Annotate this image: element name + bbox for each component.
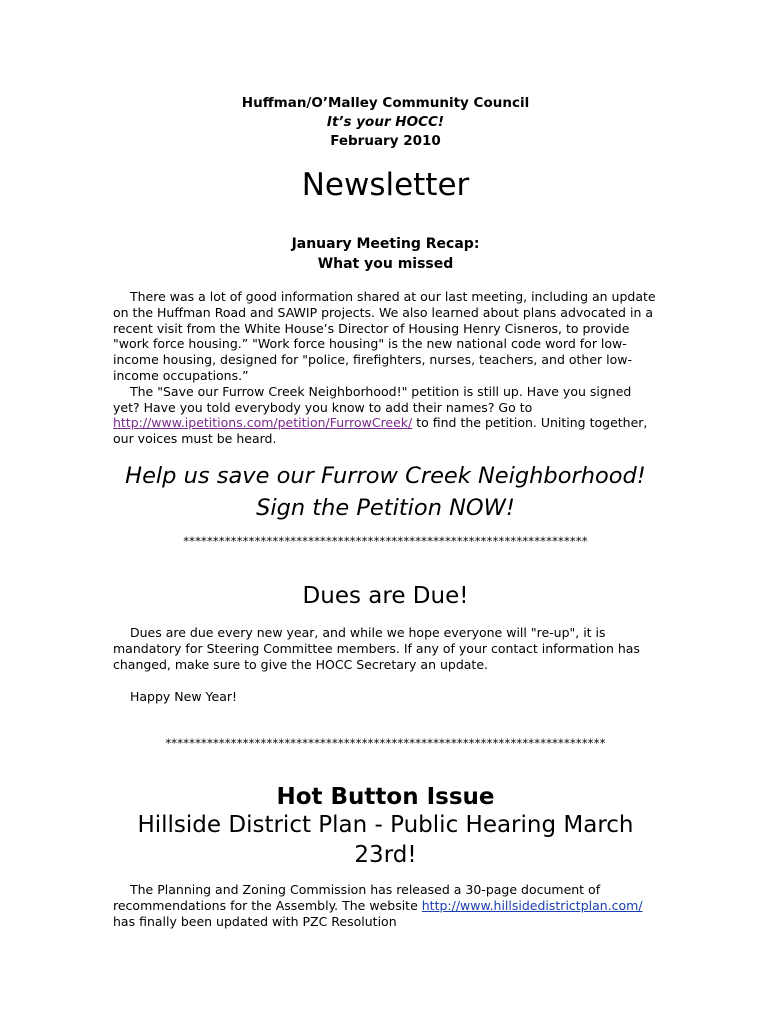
issue-date: February 2010 [330, 133, 441, 149]
hillside-paragraph-tail: has finally been updated with PZC Resolution [113, 913, 397, 929]
org-name: Huffman/O’Malley Community Council [241, 95, 530, 111]
recap-heading-line2: What you missed [317, 256, 454, 272]
hillside-body [113, 882, 658, 929]
recap-paragraph-2 [113, 384, 658, 447]
hillside-paragraph [113, 882, 658, 929]
hot-button-title: Hot Button Issue [276, 784, 495, 810]
recap-paragraph-2-text: The "Save our Furrow Creek Neighborhood!" petition is still up. Have you signed yet? Have you told everybody you know to add their names? Go to [113, 383, 632, 415]
hillside-plan-link[interactable]: http://www.hillsidedistrictplan.com/ [421, 897, 643, 913]
recap-heading-line1: January Meeting Recap: [291, 236, 480, 252]
petition-link[interactable]: http://www.ipetitions.com/petition/FurrowCreek/ [113, 415, 413, 431]
recap-paragraph-1: There was a lot of good information shared at our last meeting, including an update on the Huffman Road and SAWIP projects. We also learned about plans advocated in a recent visit from the White House’s Director of Housing Henry Cisneros, to provide "work force housing.” "Work force housing" is the new national code word for low-income housing, designed for "police, firefighters, nurses, teachers, and other low-income occupations.” [113, 289, 656, 383]
dues-paragraph: Dues are due every new year, and while we hope everyone will "re-up", it is mandatory for Steering Committee members. If any of your contact information has changed, make sure to give the HOCC Secretary an update. [113, 625, 640, 672]
dues-body [113, 625, 658, 672]
happy-new-year [113, 689, 658, 705]
separator-1: ******************************************************************** [183, 534, 588, 548]
petition-line2: Sign the Petition NOW! [256, 495, 515, 521]
hillside-heading: Hillside District Plan - Public Hearing March 23rd! [137, 812, 634, 868]
hillside-paragraph-text: The Planning and Zoning Commission has released a 30-page document of recommendations for the Assembly. The website [113, 882, 601, 913]
recap-body [113, 289, 658, 447]
petition-callout [113, 460, 658, 524]
newsletter-title: Newsletter [301, 167, 470, 203]
separator-2: ************************************************************************** [165, 736, 606, 750]
dues-title: Dues are Due! [302, 583, 469, 609]
recap-heading [113, 234, 658, 274]
petition-line1: Help us save our Furrow Creek Neighborhood! [125, 463, 646, 489]
recap-paragraph-2-tail: to find the petition. Uniting together, our voices must be heard. [113, 415, 648, 447]
tagline: It’s your HOCC! [326, 114, 445, 130]
happy-new-year-text: Happy New Year! [130, 689, 238, 704]
masthead [113, 94, 658, 151]
